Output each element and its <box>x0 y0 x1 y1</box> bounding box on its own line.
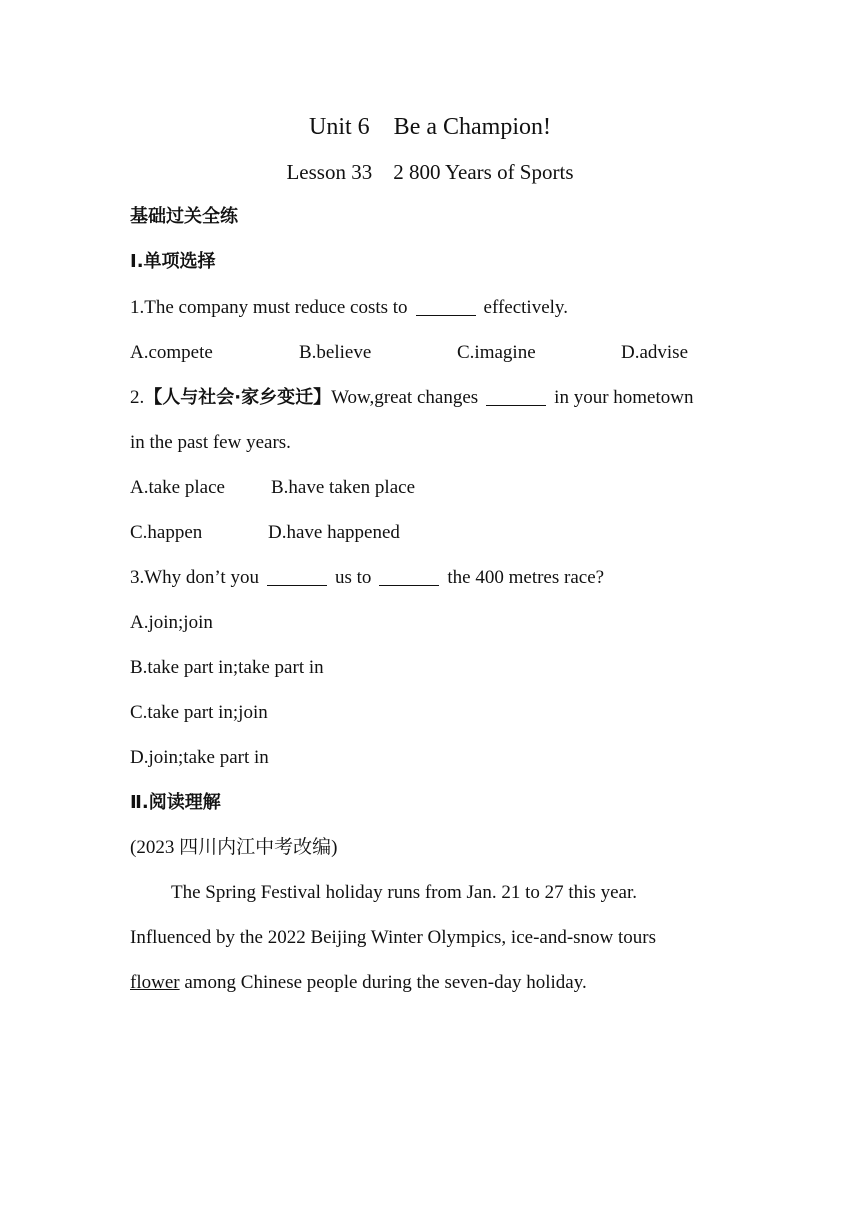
underlined-word: flower <box>130 972 180 993</box>
q2-theme-tag: 【人与社会·家乡变迁】 <box>144 387 332 408</box>
part2-heading: Ⅱ.阅读理解 <box>130 792 221 813</box>
answer-blank <box>486 387 546 406</box>
answer-blank <box>267 567 327 586</box>
q1-option-d: D.advise <box>621 342 689 363</box>
lesson-title: Lesson 33 2 800 Years of Sports <box>286 160 574 184</box>
passage-source: (2023 四川内江中考改编) <box>130 837 338 858</box>
q1-option-a: A.compete <box>130 342 213 363</box>
q2-line-2: in the past few years. <box>130 432 291 453</box>
q2-option-c: C.happen <box>130 522 203 543</box>
q1-text-before: 1.The company must reduce costs to <box>130 297 408 318</box>
q3-option-c: C.take part in;join <box>130 702 268 723</box>
answer-blank <box>416 297 476 316</box>
q3-text-1: 3.Why don’t you <box>130 567 259 588</box>
question-2 <box>130 386 694 410</box>
section-heading: 基础过关全练 <box>130 206 238 227</box>
question-1 <box>130 296 568 320</box>
passage-line-1: The Spring Festival holiday runs from Jan. 21 to 27 this year. <box>171 882 637 903</box>
q2-text-after: in your hometown <box>554 387 694 408</box>
q2-option-b: B.have taken place <box>271 477 416 498</box>
unit-title: Unit 6 Be a Champion! <box>309 114 551 140</box>
q1-text-after: effectively. <box>483 297 568 318</box>
q2-option-a: A.take place <box>130 477 225 498</box>
q3-option-d: D.join;take part in <box>130 747 269 768</box>
q1-option-b: B.believe <box>299 342 372 363</box>
q3-option-b: B.take part in;take part in <box>130 657 324 678</box>
passage-line-2: Influenced by the 2022 Beijing Winter Olympics, ice-and-snow tours <box>130 927 657 948</box>
question-3 <box>130 566 604 590</box>
q3-text-3: the 400 metres race? <box>447 567 605 588</box>
q1-option-c: C.imagine <box>457 342 536 363</box>
passage-line-3 <box>130 971 587 995</box>
q3-text-2: us to <box>334 567 372 588</box>
part1-heading: Ⅰ.单项选择 <box>130 251 216 272</box>
q2-prefix: 2. <box>130 387 145 408</box>
passage-line-3-rest: among Chinese people during the seven-day holiday. <box>179 972 587 993</box>
q3-option-a: A.join;join <box>130 612 213 633</box>
q2-option-d: D.have happened <box>268 522 400 543</box>
q2-text-before: Wow,great changes <box>331 387 479 408</box>
answer-blank <box>379 567 439 586</box>
